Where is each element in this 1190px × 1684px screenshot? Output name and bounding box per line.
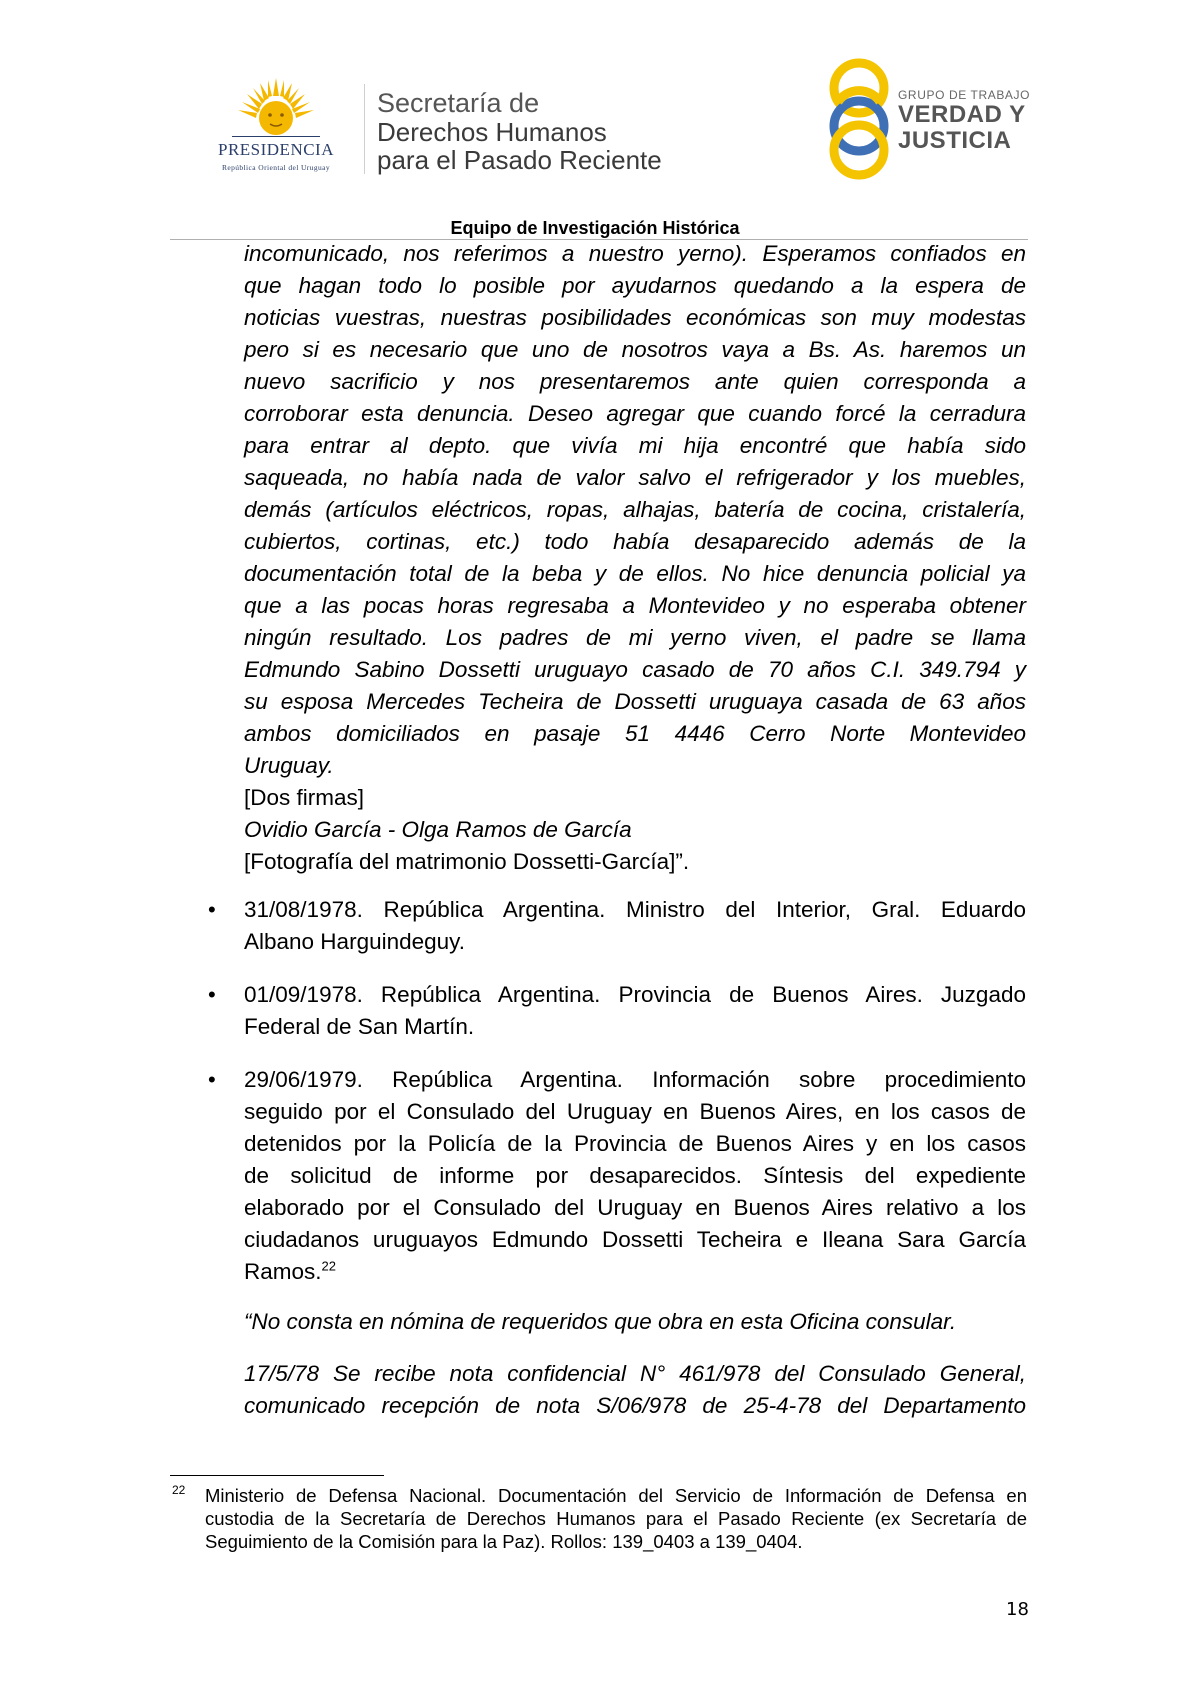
presidencia-name: PRESIDENCIA <box>217 140 334 159</box>
quote-line: noticias vuestras, nuestras posibilidades económicas son muy modestas <box>244 305 1026 330</box>
photo-note: [Fotografía del matrimonio Dossetti-García]”. <box>244 849 690 874</box>
bullet-last-text: Ramos. <box>244 1259 322 1284</box>
quote-line: incomunicado, nos referimos a nuestro yerno). Esperamos confiados en <box>244 241 1026 266</box>
bullet-line: 31/08/1978. República Argentina. Ministro del Interior, Gral. Eduardo <box>244 897 1026 922</box>
gtvj-line-3: JUSTICIA <box>898 127 1012 154</box>
bullet-line-last <box>244 1256 1026 1288</box>
quote-line: que hagan todo lo posible por ayudarnos quedando a la espera de <box>244 273 1026 298</box>
secretaria-line-3: para el Pasado Reciente <box>377 145 662 175</box>
quote-line-last: Uruguay. <box>244 753 334 778</box>
list-item <box>208 1064 1026 1288</box>
quote-line: demás (artículos eléctricos, ropas, alhajas, batería de cocina, cristalería, <box>244 497 1026 522</box>
bullet-line: de solicitud de informe por desaparecidos. Síntesis del expediente <box>244 1163 1026 1188</box>
list-item <box>208 979 1026 1043</box>
signers-names: Ovidio García - Olga Ramos de García <box>244 817 632 842</box>
bullet-dot-icon: • <box>208 982 216 1007</box>
logo-divider <box>364 84 365 174</box>
footnote-line: Seguimiento de la Comisión para la Paz). Rollos: 139_0403 a 139_0404. <box>205 1531 803 1552</box>
paragraph-line: 17/5/78 Se recibe nota confidencial N° 461/978 del Consulado General, <box>244 1361 1026 1386</box>
bullet-line: seguido por el Consulado del Uruguay en Buenos Aires, en los casos de <box>244 1099 1026 1124</box>
footnote-text <box>205 1484 1027 1553</box>
secretaria-line-1: Secretaría de <box>377 88 540 118</box>
gtvj-line-1: GRUPO DE TRABAJO <box>898 88 1031 102</box>
quote-line: su esposa Mercedes Techeira de Dossetti uruguaya casada de 63 años <box>244 689 1026 714</box>
quote-line: nuevo sacrificio y nos presentaremos ante quien corresponda a <box>244 369 1026 394</box>
bullet-line: 01/09/1978. República Argentina. Provincia de Buenos Aires. Juzgado <box>244 982 1026 1007</box>
footnote-number: 22 <box>172 1483 186 1497</box>
footnote-rule <box>170 1475 384 1476</box>
consulate-paragraph <box>244 1358 1026 1422</box>
quoted-letter <box>244 238 1026 878</box>
bullet-line: elaborado por el Consulado del Uruguay en Buenos Aires relativo a los <box>244 1195 1026 1220</box>
gtvj-line-2: VERDAD Y <box>898 101 1026 128</box>
bullet-dot-icon: • <box>208 1067 216 1092</box>
footnote-reference[interactable]: 22 <box>321 1258 336 1274</box>
quote-line: ningún resultado. Los padres de mi yerno viven, el padre se llama <box>244 625 1026 650</box>
quote-line: Edmundo Sabino Dossetti uruguayo casado de 70 años C.I. 349.794 y <box>244 657 1026 682</box>
verdad-justicia-logo <box>826 56 1036 180</box>
paragraph-line: comunicado recepción de nota S/06/978 de 25-4-78 del Departamento <box>244 1393 1026 1418</box>
presidencia-logo <box>196 74 356 174</box>
footnote-line: Ministerio de Defensa Nacional. Documentación del Servicio de Información de Defensa en <box>205 1485 1027 1506</box>
bullet-dot-icon: • <box>208 897 216 922</box>
sun-emblem-icon <box>232 74 320 140</box>
secretaria-logo-text <box>377 88 662 174</box>
quote-line: documentación total de la beba y de ellos. No hice denuncia policial ya <box>244 561 1026 586</box>
bullet-line: 29/06/1979. República Argentina. Información sobre procedimiento <box>244 1067 1026 1092</box>
bullet-line: ciudadanos uruguayos Edmundo Dossetti Techeira e Ileana Sara García <box>244 1227 1026 1252</box>
quote-line: pero si es necesario que uno de nosotros vaya a Bs. As. haremos un <box>244 337 1026 362</box>
presidencia-subtitle: República Oriental del Uruguay <box>221 163 330 172</box>
consulate-quote: “No consta en nómina de requeridos que obra en esta Oficina consular. <box>244 1309 957 1334</box>
interlocked-rings-icon <box>826 56 896 180</box>
list-item <box>208 894 1026 958</box>
quote-line: para entrar al depto. que vivía mi hija encontré que había sido <box>244 433 1026 458</box>
team-title: Equipo de Investigación Histórica <box>450 218 740 238</box>
quote-line: ambos domiciliados en pasaje 51 4446 Cerro Norte Montevideo <box>244 721 1026 746</box>
bullet-line: Albano Harguindeguy. <box>244 929 465 954</box>
page-number: 18 <box>1006 1599 1029 1620</box>
footnote-line: custodia de la Secretaría de Derechos Humanos para el Pasado Reciente (ex Secretaría de <box>205 1508 1027 1529</box>
secretaria-line-2: Derechos Humanos <box>377 117 607 147</box>
quote-line: corroborar esta denuncia. Deseo agregar que cuando forcé la cerradura <box>244 401 1026 426</box>
quote-line: cubiertos, cortinas, etc.) todo había desaparecido además de la <box>244 529 1026 554</box>
quote-line: que a las pocas horas regresaba a Montevideo y no esperaba obtener <box>244 593 1026 618</box>
bullet-line: detenidos por la Policía de la Provincia de Buenos Aires y en los casos <box>244 1131 1026 1156</box>
verdad-justicia-text <box>898 88 1030 154</box>
signatures-note: [Dos firmas] <box>244 785 365 810</box>
quote-line: saqueada, no había nada de valor salvo el refrigerador y los muebles, <box>244 465 1026 490</box>
bullet-line: Federal de San Martín. <box>244 1014 475 1039</box>
